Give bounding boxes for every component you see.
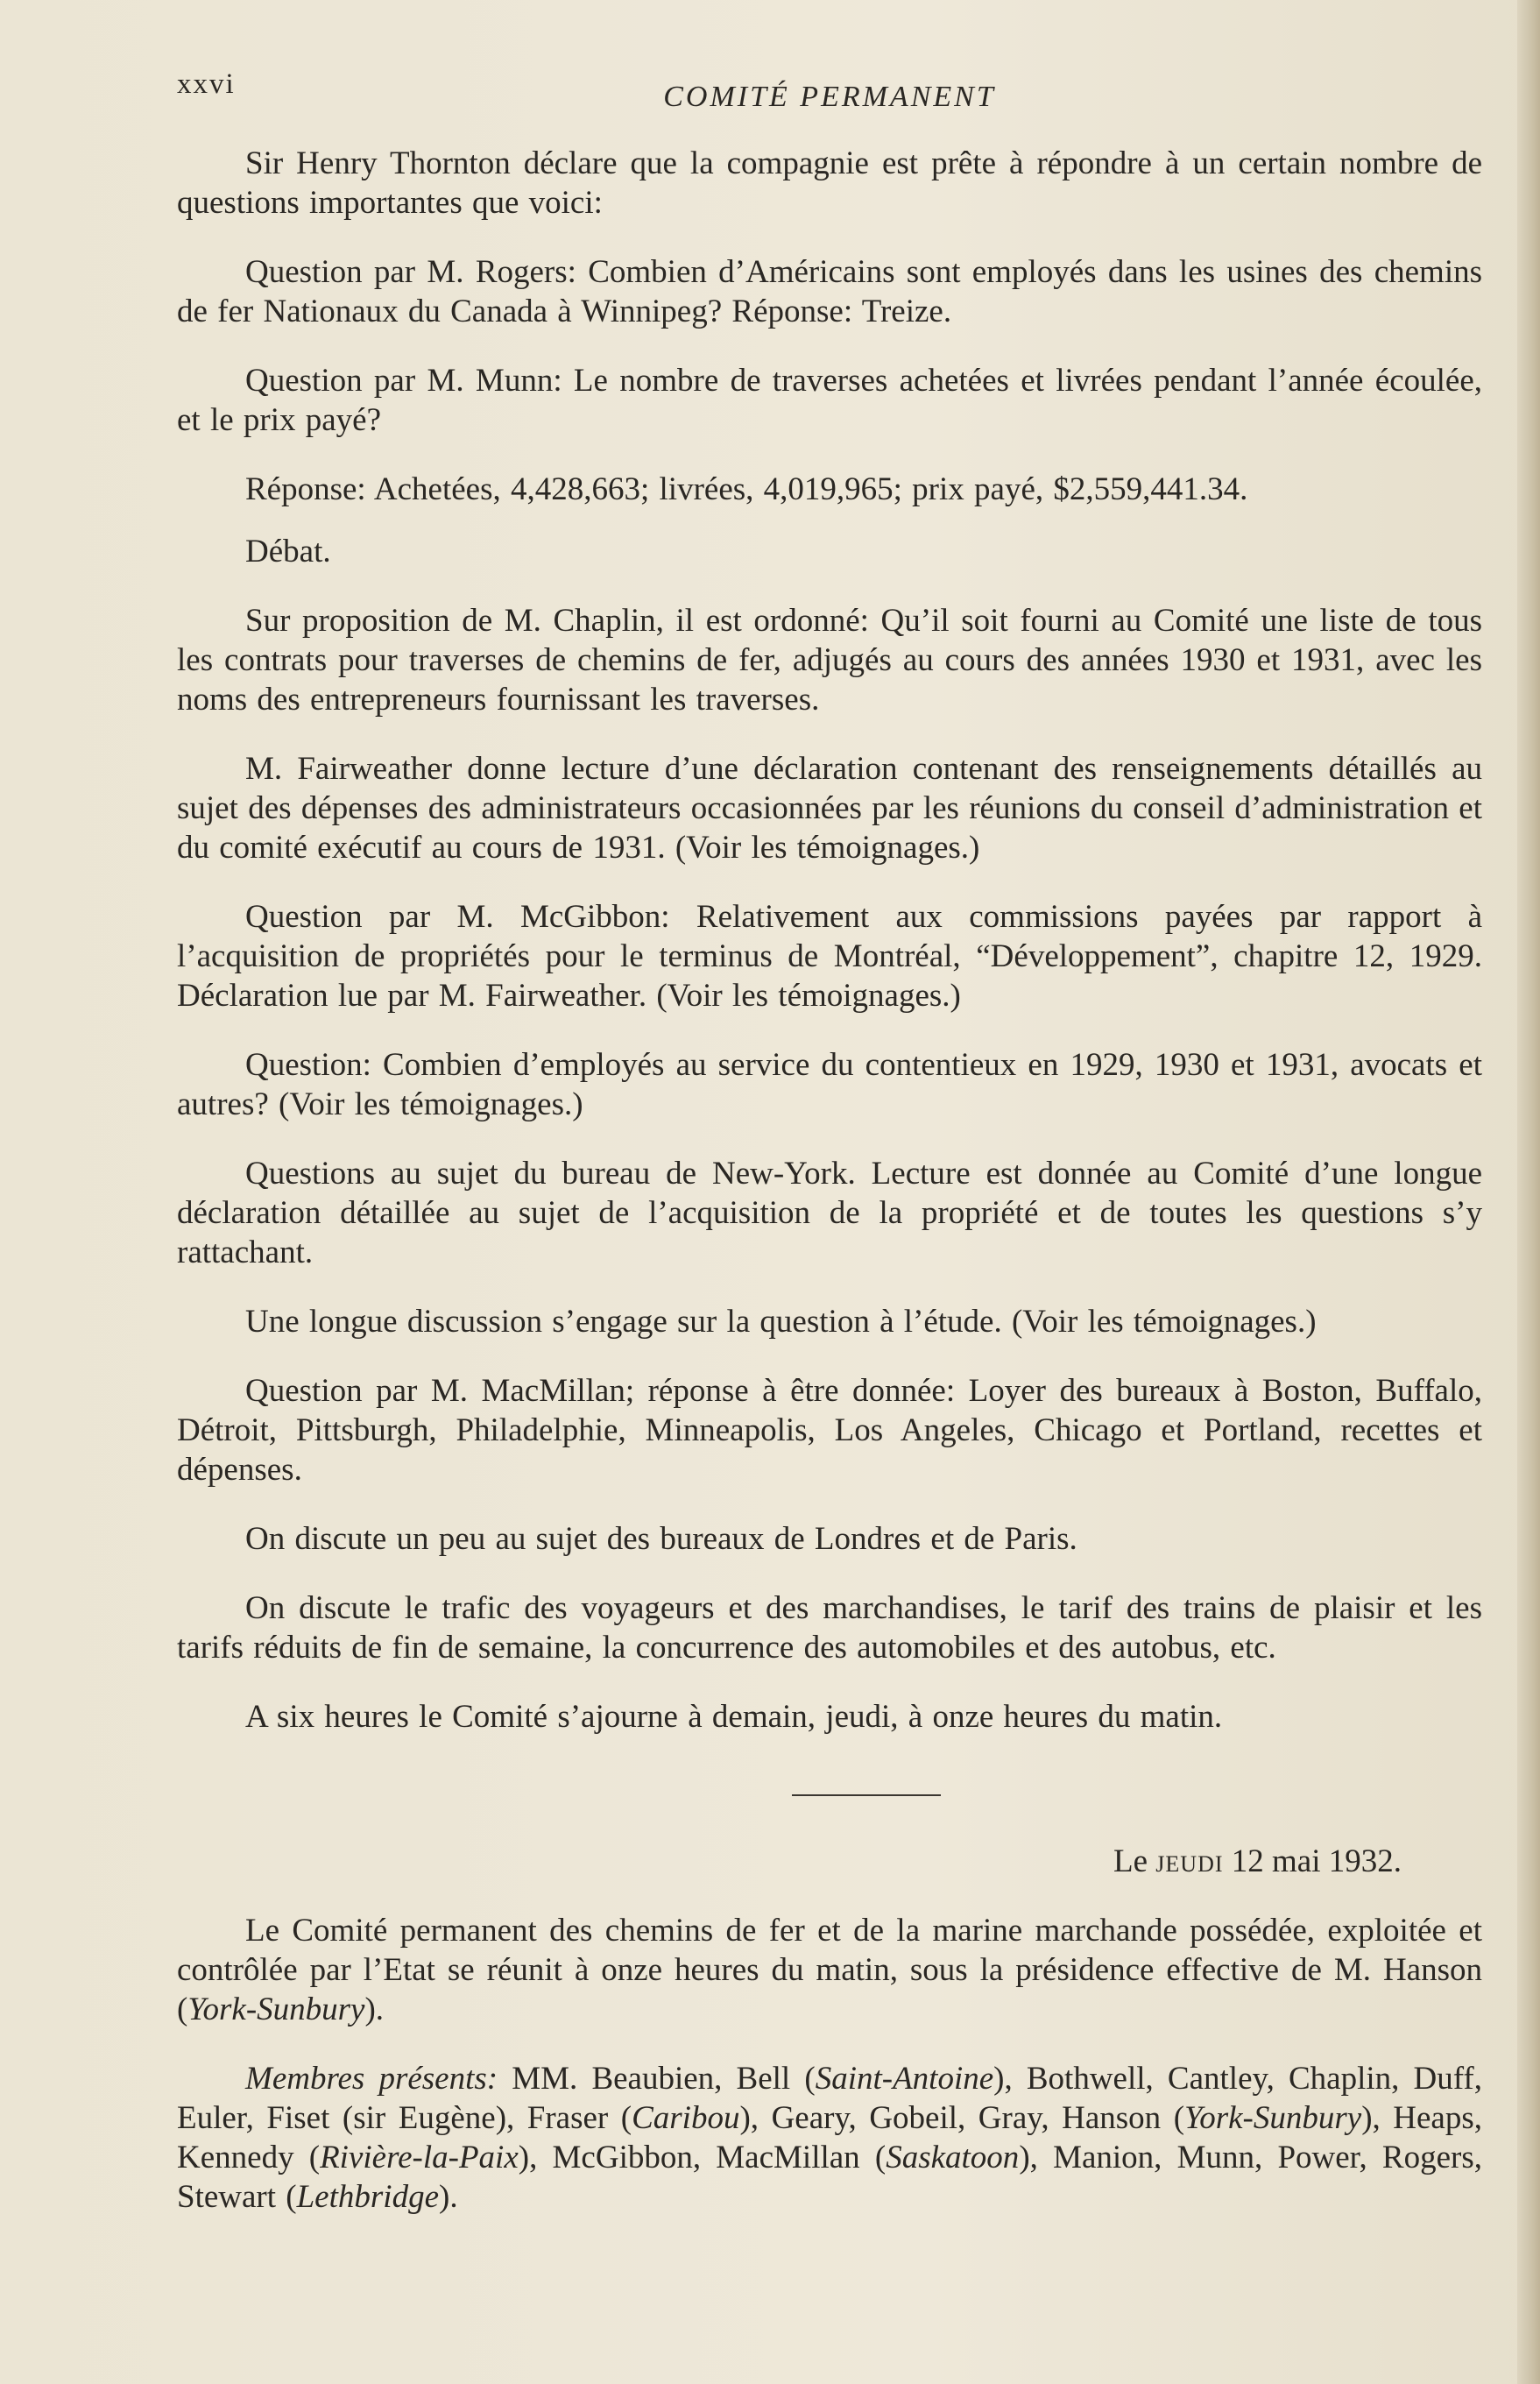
paragraph-session-opening: [177, 1911, 1482, 2029]
member-names: ), Geary, Gobeil, Gray, Hanson (: [739, 2100, 1185, 2136]
member-names: ), Bothwell, Cantley, Chaplin, Duff, Euler, Fiset (sir Eugène), Fraser (: [177, 2061, 1482, 2136]
page-number: xxvi: [177, 68, 236, 100]
paragraph-debate: Débat.: [245, 534, 331, 569]
dateline-date: 12 mai 1932.: [1231, 1843, 1402, 1879]
paragraph-traffic: On discute le trafic des voyageurs et des marchandises, le tarif des trains de plaisir et les tarifs réduits de fin de semaine, la concurrence des automobiles et des autobus, etc.: [177, 1590, 1482, 1666]
paragraph-question-mcgibbon: Question par M. McGibbon: Relativement aux commissions payées par rapport à l’acquisition de propriétés pour le terminus de Montréal, “Développement”, chapitre 12, 1929. Déclaration lue par M. Fairweather. (Voir les témoignages.): [177, 899, 1482, 1014]
session-opening-end: ).: [364, 1991, 385, 2027]
dateline: [177, 1842, 1482, 1881]
paragraph-question-rogers: Question par M. Rogers: Combien d’Américains sont employés dans les usines des chemins de fer Nationaux du Canada à Winnipeg? Réponse: Treize.: [177, 254, 1482, 329]
member-names: ), Manion, Munn, Power, Rogers, Stewart (: [177, 2140, 1483, 2215]
paragraph-answer-munn: Réponse: Achetées, 4,428,663; livrées, 4,019,965; prix payé, $2,559,441.34.: [245, 471, 1248, 507]
member-riding: York-Sunbury: [1184, 2100, 1362, 2136]
paragraph-chaplin-motion: Sur proposition de M. Chaplin, il est ordonné: Qu’il soit fourni au Comité une liste de tous les contrats pour traverses de chemins de fer, adjugés au cours des années 1930 et 1931, avec les noms des entrepreneurs fournissant les traverses.: [177, 603, 1482, 718]
paragraph-question-munn: Question par M. Munn: Le nombre de traverses achetées et livrées pendant l’année écoulée, et le prix payé?: [177, 363, 1482, 438]
paragraph-adjournment: A six heures le Comité s’ajourne à demain, jeudi, à onze heures du matin.: [245, 1699, 1223, 1735]
paragraph-thornton: Sir Henry Thornton déclare que la compagnie est prête à répondre à un certain nombre de questions importantes que voici:: [177, 145, 1482, 221]
header-title: COMITÉ PERMANENT: [663, 81, 996, 113]
session-opening-riding: York-Sunbury: [187, 1991, 365, 2027]
session-opening-text: Le Comité permanent des chemins de fer et de la marine marchande possédée, exploitée et contrôlée par l’Etat se réunit à onze heures du matin, sous la présidence effective de M. Hanson (: [177, 1913, 1482, 2027]
dateline-weekday: jeudi: [1155, 1843, 1224, 1879]
running-header: [177, 68, 1482, 130]
paragraph-fairweather-statement: M. Fairweather donne lecture d’une déclaration contenant des renseignements détaillés au sujet des dépenses des administrateurs occasionnées par les réunions du conseil d’administration et du comité exécutif au cours de 1931. (Voir les témoignages.): [177, 751, 1482, 866]
paragraph-london-paris: On discute un peu au sujet des bureaux de Londres et de Paris.: [245, 1521, 1077, 1557]
section-divider: [792, 1794, 941, 1796]
paragraph-question-legal: Question: Combien d’employés au service du contentieux en 1929, 1930 et 1931, avocats et autres? (Voir les témoignages.): [177, 1047, 1482, 1122]
paragraph-members-present: [177, 2059, 1482, 2217]
members-label: Membres présents:: [245, 2061, 498, 2097]
page-content: [177, 68, 1482, 2217]
dateline-prefix: Le: [1113, 1843, 1148, 1879]
member-riding: Saskatoon: [886, 2140, 1020, 2175]
member-names: ), Heaps, Kennedy (: [177, 2100, 1482, 2175]
member-names: ), McGibbon, MacMillan (: [518, 2140, 887, 2175]
page-edge: [1517, 0, 1540, 2384]
member-riding: Saint-Antoine: [815, 2061, 994, 2097]
member-names: ).: [439, 2179, 458, 2215]
member-riding: Lethbridge: [296, 2179, 439, 2215]
member-names: MM. Beaubien, Bell (: [498, 2061, 816, 2097]
paragraph-question-macmillan: Question par M. MacMillan; réponse à être donnée: Loyer des bureaux à Boston, Buffalo, Détroit, Pittsburgh, Philadelphie, Minneapolis, Los Angeles, Chicago et Portland, recettes et dépenses.: [177, 1373, 1482, 1488]
member-riding: Rivière-la-Paix: [320, 2140, 519, 2175]
paragraph-discussion: Une longue discussion s’engage sur la question à l’étude. (Voir les témoignages.): [245, 1304, 1317, 1340]
member-riding: Caribou: [632, 2100, 740, 2136]
paragraph-new-york-office: Questions au sujet du bureau de New-York. Lecture est donnée au Comité d’une longue déclaration détaillée au sujet de l’acquisition de la propriété et de toutes les questions s’y rattachant.: [177, 1156, 1482, 1270]
